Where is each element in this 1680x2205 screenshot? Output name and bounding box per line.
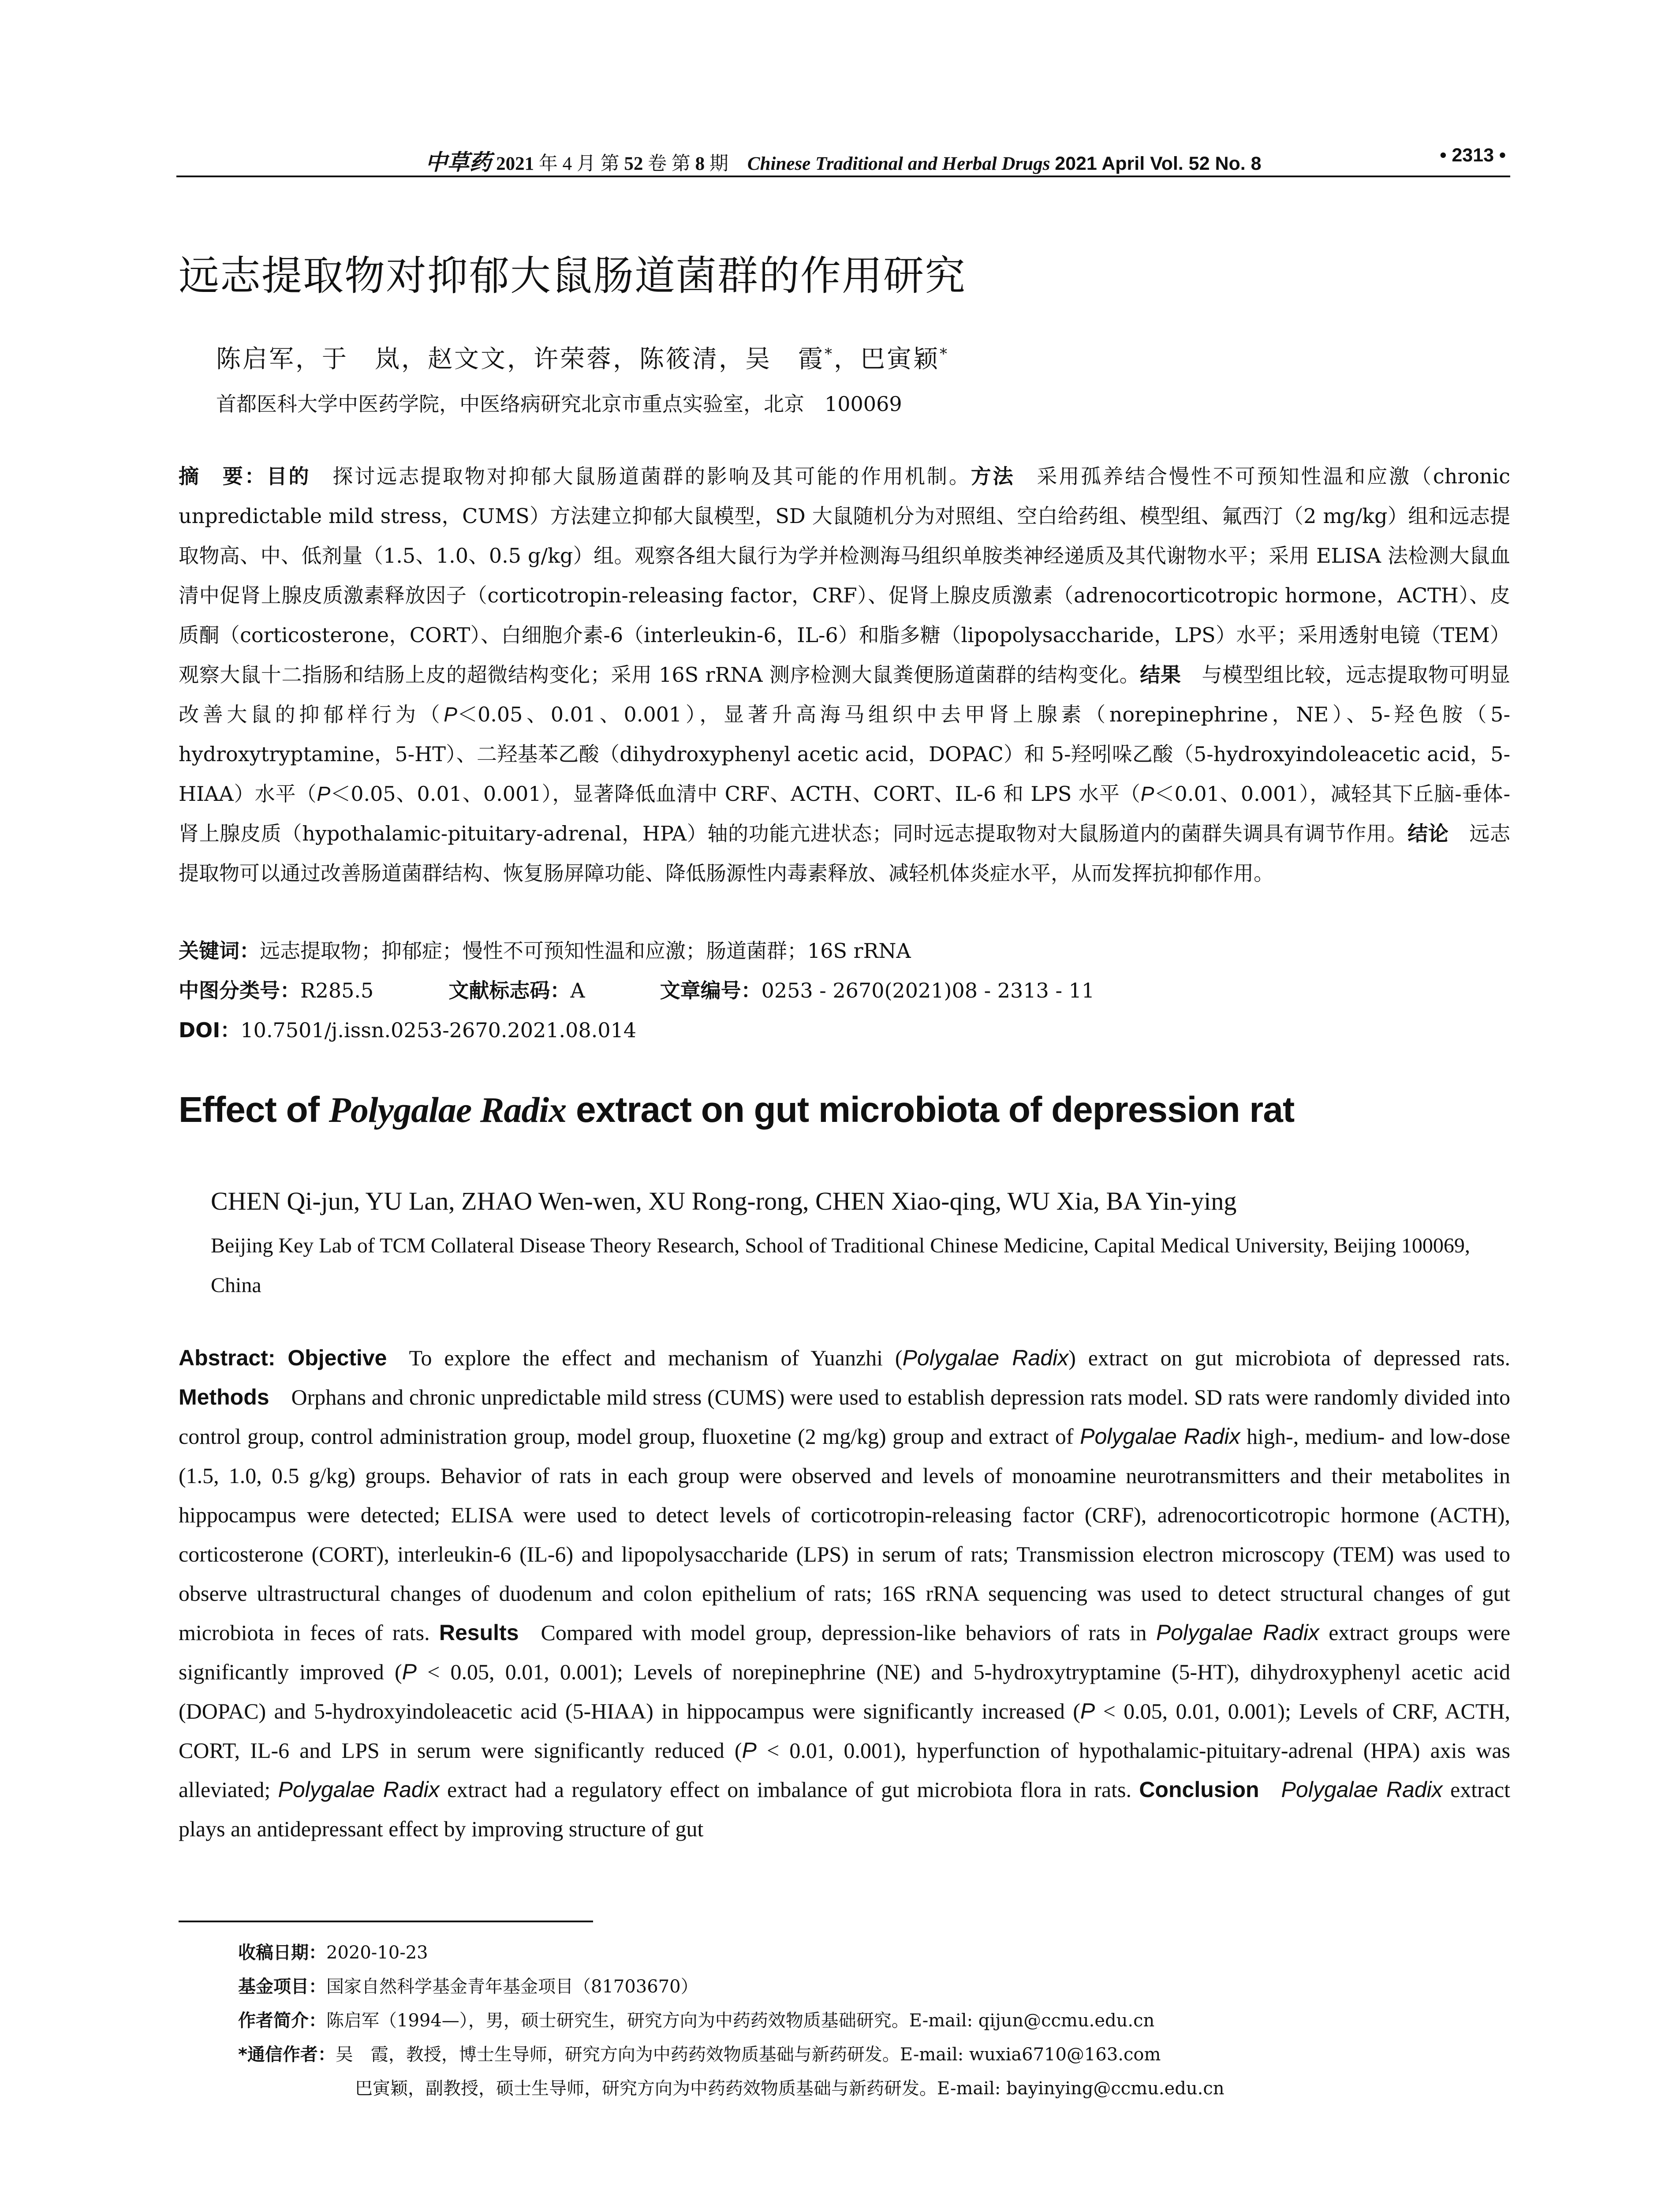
keywords-cn <box>179 935 911 964</box>
methods-label-cn: 方法 <box>971 464 1015 488</box>
footnote-rule <box>179 1921 593 1922</box>
article-number-value: 0253 - 2670(2021)08 - 2313 - 11 <box>761 979 1095 1002</box>
bio-text: 陈启军（1994—），男，硕士研究生，研究方向为中药药效物质基础研究。E-mail: qijun@ccmu.edu.cn <box>326 2011 1155 2031</box>
header-date-en: 2021 April Vol. 52 No. 8 <box>1055 153 1262 174</box>
header-vol-pre: 第 <box>600 153 620 174</box>
doi-label: DOI： <box>179 1018 241 1042</box>
running-header <box>176 140 1510 176</box>
footnote-corresponding <box>238 2038 1508 2072</box>
conclusion-label-en: Conclusion <box>1139 1777 1259 1802</box>
doi-value[interactable]: 10.7501/j.issn.0253-2670.2021.08.014 <box>240 1018 637 1042</box>
results-text-cn: ＜0.01、0.001），减轻其下丘脑-垂体-肾上腺皮质（hypothalamic-pituitary-adrenal，HPA）轴的功能亢进状态；同时远志提取物对大鼠肠道内的菌群失调具有调节作用。 <box>179 782 1511 845</box>
author-list-cn <box>216 340 949 375</box>
results-text-en: < 0.05, 0.01, 0.001); Levels of CRF, ACTH, CORT, IL-6 and LPS in serum were significantly reduced ( <box>179 1699 1510 1763</box>
results-label-en: Results <box>439 1620 519 1645</box>
corresponding-text-2: 巴寅颖，副教授，硕士生导师，研究方向为中药药效物质基础与新药研发。E-mail: bayinying@ccmu.edu.cn <box>355 2078 1225 2099</box>
abstract-en <box>179 1338 1510 1849</box>
header-vol: 52 <box>624 153 643 174</box>
objective-text-en: ) extract on gut microbiota of depressed rats. <box>1068 1345 1511 1370</box>
article-title-en <box>179 1089 1294 1131</box>
footnote-received <box>238 1936 1508 1970</box>
title-en-post: extract on gut microbiota of depression rat <box>566 1090 1295 1130</box>
header-rule <box>176 176 1510 177</box>
results-label-cn: 结果 <box>1140 663 1181 687</box>
results-text-en: Compared with model group, depression-like behaviors of rats in <box>541 1620 1156 1645</box>
title-en-latin: Polygalae Radix <box>329 1090 567 1130</box>
latin-name: Polygalae Radix <box>1156 1620 1319 1645</box>
corresponding-label: *通信作者： <box>238 2044 336 2065</box>
objective-label-cn: 目的 <box>266 464 311 488</box>
p-value-symbol: P <box>317 782 331 805</box>
p-value-symbol: P <box>1140 782 1154 805</box>
footnote-fund <box>238 1970 1508 2004</box>
header-vol-post: 卷 <box>648 153 667 174</box>
results-text-cn: ＜0.05、0.01、0.001），显著降低血清中 CRF、ACTH、CORT、IL-6 和 LPS 水平（ <box>330 782 1141 806</box>
affiliation-cn: 首都医科大学中医药学院，中医络病研究北京市重点实验室，北京 100069 <box>216 392 902 416</box>
latin-name: Polygalae Radix <box>278 1777 440 1802</box>
keywords-text-cn: 远志提取物；抑郁症；慢性不可预知性温和应激；肠道菌群；16S rRNA <box>260 939 911 963</box>
author-list-en: CHEN Qi-jun, YU Lan, ZHAO Wen-wen, XU Rong-rong, CHEN Xiao-qing, WU Xia, BA Yin-ying <box>211 1187 1237 1215</box>
results-text-en: extract had a regulatory effect on imbalance of gut microbiota flora in rats. <box>439 1777 1132 1802</box>
results-text-cn: ＜0.05、0.01、0.001），显著升高海马组织中去甲肾上腺素（norepinephrine，NE）、5-羟色胺（5-hydroxytryptamine，5-HT）、二羟基苯乙酸（dihydroxyphenyl acetic acid，DOPAC）和 5-羟吲哚乙酸（5-hydroxyindoleacetic acid，5-HIAA）水平（ <box>179 703 1510 806</box>
results-text-en: < 0.05, 0.01, 0.001); Levels of norepinephrine (NE) and 5-hydroxytryptamine (5-HT), dihydroxyphenyl acetic acid (DOPAC) and 5-hydroxyindoleacetic acid (5-HIAA) in hippocampus were significantly increased ( <box>179 1659 1510 1723</box>
affiliation-en: Beijing Key Lab of TCM Collateral Disease Theory Research, School of Traditional Chinese Medicine, Capital Medical University, Beijing 100069, China <box>211 1234 1470 1297</box>
footnotes <box>238 1936 1508 2106</box>
conclusion-label-cn: 结论 <box>1407 822 1449 845</box>
article-title-cn: 远志提取物对抑郁大鼠肠道菌群的作用研究 <box>179 252 967 299</box>
p-value-symbol: P <box>402 1659 417 1684</box>
author-names-cn-a: 陈启军，于 岚，赵文文，许荣蓉，陈筱清，吴 霞 <box>216 345 825 374</box>
objective-text-cn: 探讨远志提取物对抑郁大鼠肠道菌群的影响及其可能的作用机制。 <box>331 464 971 488</box>
abstract-label-cn: 摘 要： <box>179 464 267 488</box>
results-text-en: extract groups were significantly improved ( <box>179 1620 1511 1684</box>
methods-text-cn: 采用孤养结合慢性不可预知性温和应激（chronic unpredictable mild stress，CUMS）方法建立抑郁大鼠模型，SD 大鼠随机分为对照组、空白给药组、模型组、氟西汀（2 mg/kg）组和远志提取物高、中、低剂量（1.5、1.0、0.5 g/kg）组。观察各组大鼠行为学并检测海马组织单胺类神经递质及其代谢物水平；采用 ELISA 法检测大鼠血清中促肾上腺皮质激素释放因子（corticotropin-releasing factor，CRF）、促肾上腺皮质激素（adrenocorticotropic hormone，ACTH）、皮质酮（corticosterone，CORT）、白细胞介素-6（interleukin-6，IL-6）和脂多糖（lipopolysaccharide，LPS）水平；采用透射电镜（TEM）观察大鼠十二指肠和结肠上皮的超微结构变化；采用 16S rRNA 测序检测大鼠粪便肠道菌群的结构变化。 <box>179 464 1511 687</box>
latin-name: Polygalae Radix <box>1080 1424 1240 1449</box>
results-text-en: < 0.01, 0.001), hyperfunction of hypothalamic-pituitary-adrenal (HPA) axis was alleviated; <box>179 1738 1511 1802</box>
clc-value: R285.5 <box>300 979 374 1002</box>
title-en-pre: Effect of <box>179 1090 329 1130</box>
p-value-symbol: P <box>742 1738 757 1763</box>
footnote-corresponding-2 <box>238 2072 1508 2106</box>
abstract-cn <box>179 456 1510 893</box>
abstract-label-en: Abstract: <box>179 1345 276 1370</box>
fund-text: 国家自然科学基金青年基金项目（81703670） <box>326 1977 698 1997</box>
keywords-label-cn: 关键词： <box>179 939 260 963</box>
author-names-cn-b: ，巴寅颖 <box>834 345 940 374</box>
header-issue: 8 <box>695 153 705 174</box>
methods-text-en: Orphans and chronic unpredictable mild stress (CUMS) were used to establish depression rats model. SD rats were randomly divided into control group, control administration group, model group, fluoxetine (2 mg/kg) group and extract of <box>179 1385 1510 1449</box>
journal-logo-cn: 中草药 <box>425 149 492 175</box>
footnote-bio <box>238 2004 1508 2038</box>
corresponding-text-1: 吴 霞，教授，博士生导师，研究方向为中药药效物质基础与新药研发。E-mail: wuxia6710@163.com <box>335 2044 1161 2065</box>
methods-label-en: Methods <box>179 1385 269 1409</box>
doc-code-label: 文献标志码： <box>448 979 571 1002</box>
corresponding-mark: * <box>825 345 834 363</box>
bio-label: 作者简介： <box>238 2011 326 2031</box>
objective-text-en: To explore the effect and mechanism of Yuanzhi ( <box>409 1345 903 1370</box>
conclusion-text-cn: 远志提取物可以通过改善肠道菌群结构、恢复肠屏障功能、降低肠源性内毒素释放、减轻机体炎症水平，从而发挥抗抑郁作用。 <box>179 822 1511 885</box>
latin-name: Polygalae Radix <box>902 1345 1069 1370</box>
header-journal-en: Chinese Traditional and Herbal Drugs <box>747 153 1050 174</box>
fund-label: 基金项目： <box>238 1977 326 1997</box>
header-issue-pre: 第 <box>671 153 691 174</box>
corresponding-mark: * <box>940 345 949 363</box>
header-year: 2021 <box>496 153 534 174</box>
received-label: 收稿日期： <box>238 1943 326 1963</box>
article-number-label: 文章编号： <box>660 979 762 1002</box>
header-issue-post: 期 <box>709 153 728 174</box>
header-month: 年 4 月 <box>538 153 596 174</box>
latin-name: Polygalae Radix <box>1281 1777 1443 1802</box>
p-value-symbol: P <box>444 703 457 726</box>
results-text-cn: 与模型组比较，远志提取物可明显改善大鼠的抑郁样行为（ <box>179 663 1511 726</box>
methods-text-en: high-, medium- and low-dose (1.5, 1.0, 0.5 g/kg) groups. Behavior of rats in each group were observed and levels of monoamine neurotransmitters and their metabolites in hippocampus were detected; ELISA were used to detect levels of corticotropin-releasing factor (CRF), adrenocorticotropic hormone (ACTH), corticosterone (CORT), interleukin-6 (IL-6) and lipopolysaccharide (LPS) in serum of rats; Transmission electron microscopy (TEM) was used to observe ultrastructural changes of duodenum and colon epithelium of rats; 16S rRNA sequencing was used to detect structural changes of gut microbiota in feces of rats. <box>179 1424 1510 1645</box>
page-number: • 2313 • <box>1440 145 1506 166</box>
conclusion-text-en: extract plays an antidepressant effect by improving structure of gut <box>179 1777 1511 1841</box>
p-value-symbol: P <box>1080 1699 1095 1723</box>
doi-line <box>179 1014 636 1043</box>
received-date: 2020-10-23 <box>326 1943 428 1963</box>
clc-label: 中图分类号： <box>179 979 300 1002</box>
running-header-center <box>176 145 1510 176</box>
classification-line <box>179 975 1094 1004</box>
objective-label-en: Objective <box>287 1345 387 1370</box>
doc-code-value: A <box>570 979 585 1002</box>
